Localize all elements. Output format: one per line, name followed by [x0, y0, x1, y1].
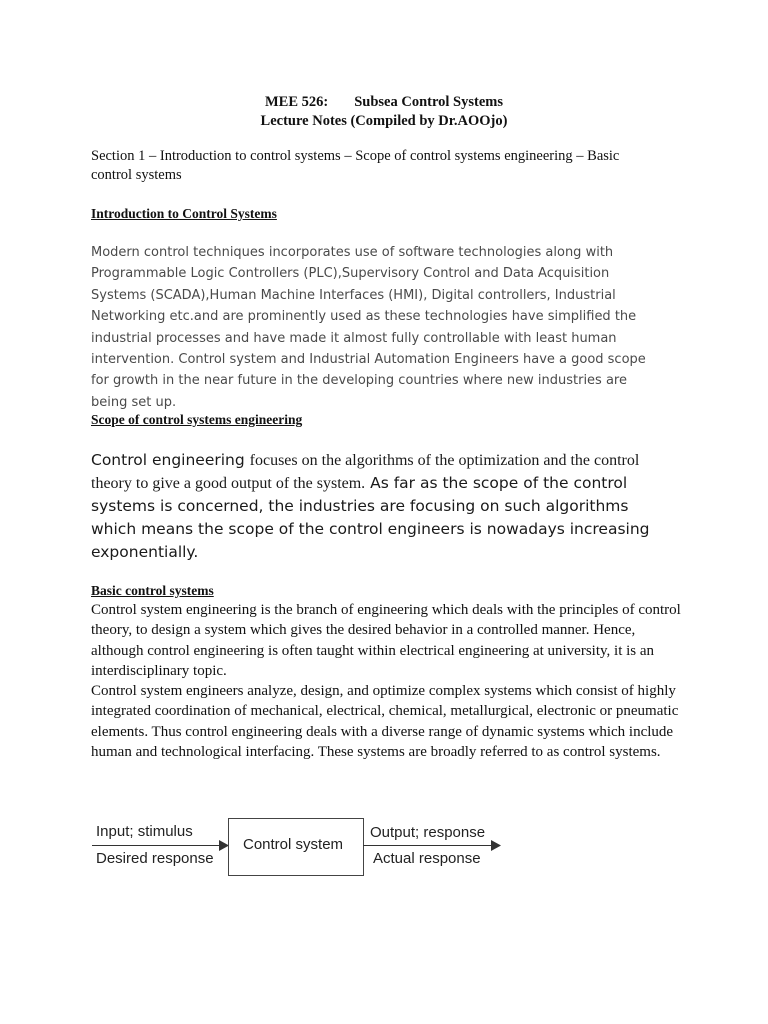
control-system-label: Control system [243, 836, 344, 853]
output-label: Output; response [370, 824, 486, 841]
scope-text-part1: Control engineering [91, 451, 250, 469]
scope-text-part3: As far as the scope of the control systems is concerned, the industries are focusing on such algorithms which means the scope of the control engineers is nowadays increasing exponentially. [91, 474, 650, 561]
section-intro: Section 1 – Introduction to control systems – Scope of control systems engineering – Basic control systems [91, 148, 620, 183]
basic-paragraph-2: Control system engineers analyze, design, and optimize complex systems which consist of highly integrated coordination of mechanical, electrical, chemical, metallurgical, electronic or pneumatic elements. Thus control engineering deals with a diverse range of dynamic systems which include human and technological interfacing. These systems are broadly referred to as control systems. [91, 683, 679, 761]
scope-heading: Scope of control systems engineering [91, 412, 303, 427]
basic-section-body [91, 600, 691, 762]
lecture-notes-subtitle: Lecture Notes (Compiled by Dr.AOOjo) [260, 113, 508, 129]
scope-paragraph [91, 449, 671, 564]
actual-response-label: Actual response [373, 850, 481, 867]
course-title: Subsea Control Systems [354, 94, 503, 110]
intro-heading: Introduction to Control Systems [91, 206, 277, 221]
output-arrow-line [363, 845, 493, 846]
course-title-line [0, 94, 768, 111]
input-arrow-line [92, 845, 224, 846]
course-code: MEE 526: [264, 94, 329, 110]
basic-paragraph-1: Control system engineering is the branch of engineering which deals with the principles of control theory, to design a system which gives the desired behavior in a controlled manner. Hence, although control engineering is often taught within electrical engineering at university, it is an interdisciplinary topic. [91, 602, 681, 679]
output-arrowhead-icon [491, 840, 501, 851]
desired-response-label: Desired response [96, 850, 214, 867]
basic-heading: Basic control systems [91, 583, 214, 598]
control-system-block-diagram [88, 812, 508, 882]
intro-paragraph: Modern control techniques incorporates use of software technologies along with Programmable Logic Controllers (PLC),Supervisory Control and Data Acquisition Systems (SCADA),Human Machine Interfaces (HMI), Digital controllers, Industrial Networking etc.and are prominently used as these technologies have simplified the industrial processes and have made it almost fully controllable with least human intervention. Control system and Industrial Automation Engineers have a good scope for growth in the near future in the developing countries where new industries are being set up. [91, 245, 646, 410]
input-label: Input; stimulus [96, 823, 193, 840]
scope-text-part2: focuses on the algorithms of the optimization and the control theory to give a good output of the system. [91, 452, 640, 492]
